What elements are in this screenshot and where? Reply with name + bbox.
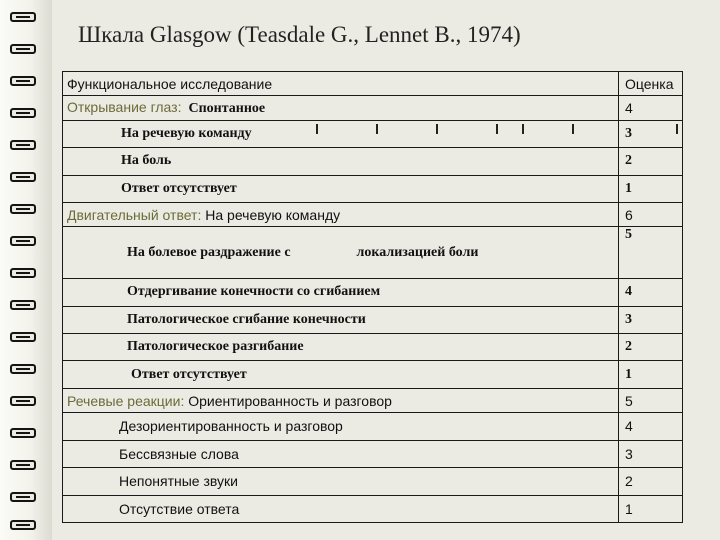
row-score: 4 <box>619 279 683 306</box>
row-score: 3 <box>619 120 683 147</box>
row-score: 3 <box>619 440 683 467</box>
table-row <box>63 279 683 306</box>
row-label: Отсутствие ответа <box>63 495 619 522</box>
table-row <box>63 175 683 202</box>
binder-ring <box>10 236 36 246</box>
table-row <box>63 96 683 120</box>
tab-mark <box>496 124 498 134</box>
row-score: 4 <box>619 413 683 440</box>
table-row <box>63 120 683 147</box>
table-row <box>63 495 683 522</box>
row-score: 2 <box>619 334 683 361</box>
table-row <box>63 334 683 361</box>
category-label: Речевые реакции: <box>67 392 185 409</box>
binder-ring <box>10 460 36 470</box>
binder-ring <box>10 204 36 214</box>
binder-ring <box>10 492 36 502</box>
row-label: На речевую команду <box>63 120 619 147</box>
binder-ring <box>10 12 36 22</box>
table-row <box>63 388 683 412</box>
row-text <box>63 227 619 279</box>
table-row <box>63 306 683 333</box>
row-text <box>63 388 619 412</box>
tab-mark <box>522 124 524 134</box>
row-score: 1 <box>619 495 683 522</box>
binder-ring <box>10 172 36 182</box>
row-score: 1 <box>619 361 683 388</box>
table-row <box>63 440 683 467</box>
row-score: 2 <box>619 148 683 175</box>
row-label: На боль <box>63 148 619 175</box>
row-label: Ответ отсутствует <box>63 175 619 202</box>
table-header-row <box>63 72 683 96</box>
row-label: На речевую команду <box>205 206 341 223</box>
binder-ring <box>10 108 36 118</box>
binder-strip <box>0 0 52 540</box>
tab-mark <box>316 124 318 134</box>
binder-ring <box>10 396 36 406</box>
tab-mark <box>436 124 438 134</box>
row-label: Спонтанное <box>188 101 266 117</box>
row-label: Бессвязные слова <box>63 440 619 467</box>
glasgow-scale-table <box>62 71 683 523</box>
table-row <box>63 148 683 175</box>
binder-ring <box>10 140 36 150</box>
category-label: Двигательный ответ: <box>67 206 202 223</box>
slide-title: Шкала Glasgow (Teasdale G., Lennet B., 1974) <box>78 22 521 47</box>
row-score: 2 <box>619 468 683 495</box>
table-row <box>63 227 683 279</box>
row-label: Патологическое разгибание <box>63 334 619 361</box>
binder-ring <box>10 332 36 342</box>
binder-ring <box>10 520 36 530</box>
row-score: 6 <box>619 203 683 227</box>
tab-mark <box>376 124 378 134</box>
binder-ring <box>10 76 36 86</box>
table-row <box>63 413 683 440</box>
table-row <box>63 468 683 495</box>
tab-mark <box>572 124 574 134</box>
binder-ring <box>10 268 36 278</box>
row-label-continued: локализацией боли <box>356 244 479 260</box>
tab-mark <box>676 124 678 134</box>
row-score: 1 <box>619 175 683 202</box>
binder-ring <box>10 300 36 310</box>
binder-ring <box>10 44 36 54</box>
row-label: На болевое раздражение с <box>127 244 291 260</box>
row-score: 4 <box>619 96 683 120</box>
table-row <box>63 361 683 388</box>
row-text <box>63 203 619 227</box>
binder-ring <box>10 428 36 438</box>
table-row <box>63 203 683 227</box>
row-label: Патологическое сгибание конечности <box>63 306 619 333</box>
header-score: Оценка <box>619 72 683 96</box>
row-label: Ответ отсутствует <box>63 361 619 388</box>
row-label: Ориентированность и разговор <box>188 392 392 409</box>
header-function: Функциональное исследование <box>63 72 619 96</box>
row-score: 5 <box>619 227 683 279</box>
category-label: Открывание глаз: <box>67 99 182 116</box>
row-label: Отдергивание конечности со сгибанием <box>63 279 619 306</box>
row-score: 3 <box>619 306 683 333</box>
row-label: Дезориентированность и разговор <box>63 413 619 440</box>
row-text <box>63 96 619 120</box>
row-score: 5 <box>619 388 683 412</box>
binder-ring <box>10 364 36 374</box>
row-label: Непонятные звуки <box>63 468 619 495</box>
